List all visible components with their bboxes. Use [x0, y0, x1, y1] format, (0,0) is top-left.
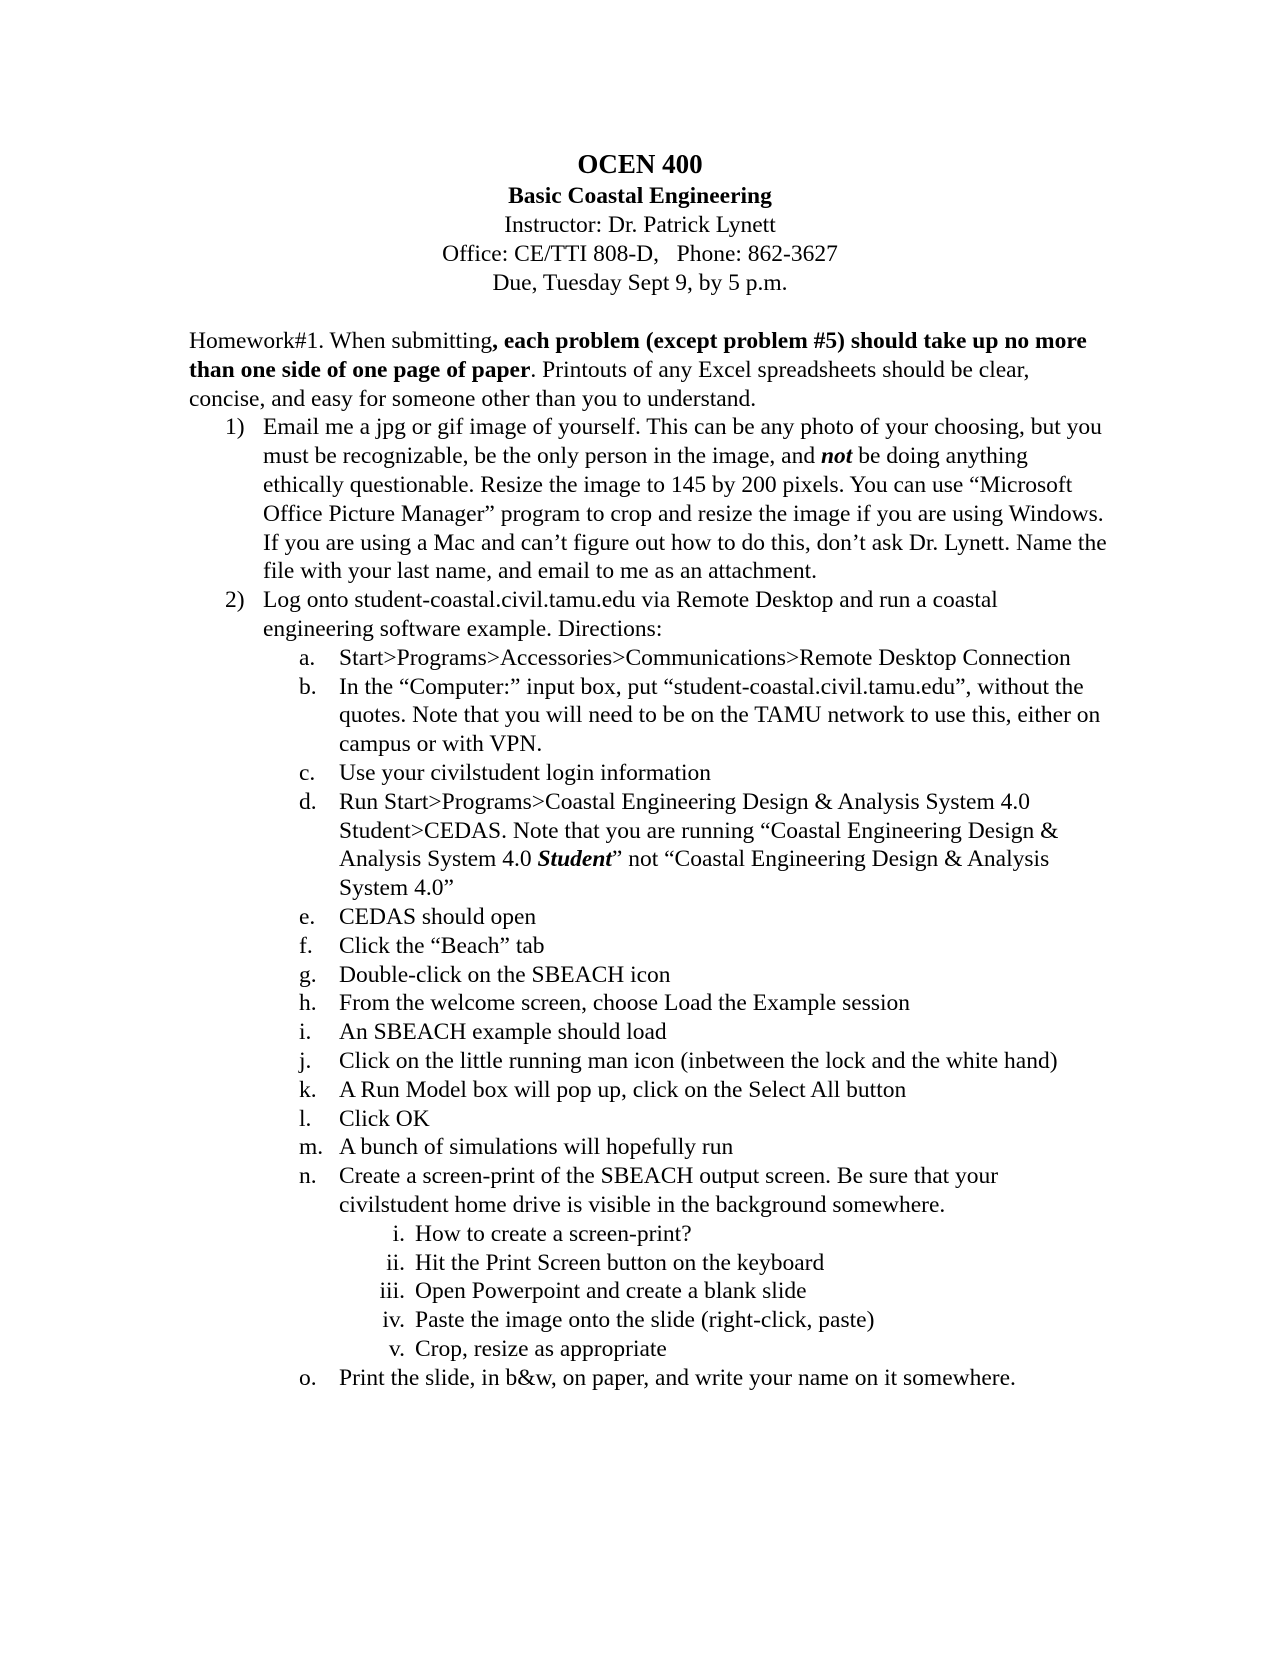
substep-text: Hit the Print Screen button on the keyboard	[415, 1249, 825, 1276]
step-text: In the “Computer:” input box, put “student-coastal.civil.tamu.edu”, without the quotes. Note that you will need to be on the TAMU network to use this, either on campus or with VPN.	[339, 673, 1101, 758]
substep-marker: iii.	[379, 1278, 405, 1305]
problem-list	[189, 413, 1109, 1392]
step-item: f. Click the “Beach” tab	[299, 932, 545, 959]
course-title: OCEN 400	[577, 149, 703, 179]
homework-body	[189, 327, 1109, 1392]
step-text: A bunch of simulations will hopefully run	[339, 1134, 734, 1161]
problem-marker: 1)	[225, 414, 245, 441]
due-date-line: Due, Tuesday Sept 9, by 5 p.m.	[492, 270, 788, 296]
substep-text: Crop, resize as appropriate	[415, 1335, 667, 1362]
step-item: d. Run Start>Programs>Coastal Engineering Design & Analysis System 4.0 Student>CEDAS. Note that you are running “Coastal Engineering Design & Analysis System 4.0 Student” not “Coastal Engineering Design & Analysis System 4.0”	[299, 788, 1059, 902]
problem-text: Log onto student-coastal.civil.tamu.edu via Remote Desktop and run a coastal engineering software example. Directions:	[263, 587, 998, 642]
substep-text: How to create a screen-print?	[415, 1220, 692, 1247]
intro-lead: Homework#1. When submitting	[189, 328, 493, 354]
substep-item	[189, 1306, 1109, 1335]
step-list	[263, 644, 1109, 1393]
substep-text: Paste the image onto the slide (right-click, paste)	[415, 1307, 875, 1334]
step-item: m. A bunch of simulations will hopefully run	[299, 1134, 734, 1161]
step-item: j. Click on the little running man icon (inbetween the lock and the white hand)	[299, 1047, 1058, 1074]
substep-list	[339, 1220, 1109, 1364]
problem-marker: 2)	[225, 587, 245, 614]
intro-bold: , each problem (except problem #5) should take up no more than one side of one page of paper	[189, 328, 1087, 383]
substep-marker: iv.	[382, 1307, 405, 1334]
step-text: Click the “Beach” tab	[339, 932, 545, 959]
step-text: Start>Programs>Accessories>Communications>Remote Desktop Connection	[339, 644, 1071, 671]
substep-item	[189, 1249, 1109, 1278]
step-item: a. Start>Programs>Accessories>Communications>Remote Desktop Connection	[299, 644, 1071, 671]
step-text: A Run Model box will pop up, click on the Select All button	[339, 1076, 907, 1103]
problem-item	[189, 586, 1109, 1392]
office-line: Office: CE/TTI 808-D, Phone: 862-3627	[442, 241, 838, 267]
instructor-line: Instructor: Dr. Patrick Lynett	[504, 212, 776, 238]
step-item: c. Use your civilstudent login information	[299, 759, 712, 786]
substep-item	[189, 1220, 1109, 1249]
step-text: Click OK	[339, 1105, 430, 1132]
problem-text: Email me a jpg or gif image of yourself. This can be any photo of your choosing, but you must be recognizable, be the only person in the image, and	[263, 414, 1102, 470]
step-item: e. CEDAS should open	[299, 903, 537, 930]
substep-item	[189, 1335, 1109, 1364]
step-item: k. A Run Model box will pop up, click on the Select All button	[299, 1076, 907, 1103]
step-text: Create a screen-print of the SBEACH output screen. Be sure that your civilstudent home drive is visible in the background somewhere.	[339, 1163, 999, 1218]
step-item: g. Double-click on the SBEACH icon	[299, 961, 671, 988]
course-subtitle: Basic Coastal Engineering	[508, 183, 772, 209]
step-text: Double-click on the SBEACH icon	[339, 961, 671, 988]
step-text: Use your civilstudent login information	[339, 759, 712, 786]
step-text: Print the slide, in b&w, on paper, and write your name on it somewhere.	[339, 1364, 1016, 1391]
step-item: n. Create a screen-print of the SBEACH output screen. Be sure that your civilstudent home drive is visible in the background somewhere. i. How to create a screen-print? ii. Hit the Print Screen button on the keyboard iii. Open Powerpoint and create a blank slide iv. Paste the image onto the slide (right-click, paste) v. Crop, resize as appropriate	[189, 1162, 1109, 1364]
step-item: h. From the welcome screen, choose Load the Example session	[299, 990, 911, 1017]
step-item: i. An SBEACH example should load	[299, 1019, 667, 1046]
step-text: Run Start>Programs>Coastal Engineering Design & Analysis System 4.0 Student>CEDAS. Note that you are running “Coastal Engineering Design & Analysis System 4.0	[339, 788, 1059, 873]
substep-item	[189, 1277, 1109, 1306]
step-emphasis: Student	[537, 846, 612, 873]
problem-item	[189, 413, 1109, 586]
step-item: b. In the “Computer:” input box, put “student-coastal.civil.tamu.edu”, without the quotes. Note that you will need to be on the TAMU network to use this, either on campus or with VPN.	[299, 673, 1101, 758]
document-header	[0, 146, 1280, 298]
step-text: CEDAS should open	[339, 903, 537, 930]
step-text: An SBEACH example should load	[339, 1019, 667, 1046]
substep-marker: ii.	[386, 1249, 405, 1276]
intro-rest: . Printouts of any Excel spreadsheets should be clear, concise, and easy for someone other than you to understand.	[189, 356, 1030, 412]
intro-paragraph	[189, 327, 1109, 413]
problem-emphasis: not	[820, 443, 853, 470]
problem-text-cont: be doing anything ethically questionable. Resize the image to 145 by 200 pixels. You can use “Microsoft Office Picture Manager” program to crop and resize the image if you are using Windows. If you are using a Mac and can’t figure out how to do this, don’t ask Dr. Lynett. Name the file with your last name, and email to me as an attachment.	[263, 443, 1107, 585]
substep-marker: i.	[392, 1220, 405, 1247]
step-text: Click on the little running man icon (inbetween the lock and the white hand)	[339, 1047, 1058, 1074]
step-item: l. Click OK	[299, 1105, 430, 1132]
step-text-cont: ” not “Coastal Engineering Design & Analysis System 4.0”	[339, 846, 1050, 902]
substep-text: Open Powerpoint and create a blank slide	[415, 1278, 807, 1305]
substep-marker: v.	[388, 1335, 405, 1362]
step-text: From the welcome screen, choose Load the Example session	[339, 990, 911, 1017]
step-item: o. Print the slide, in b&w, on paper, and write your name on it somewhere.	[299, 1364, 1016, 1391]
